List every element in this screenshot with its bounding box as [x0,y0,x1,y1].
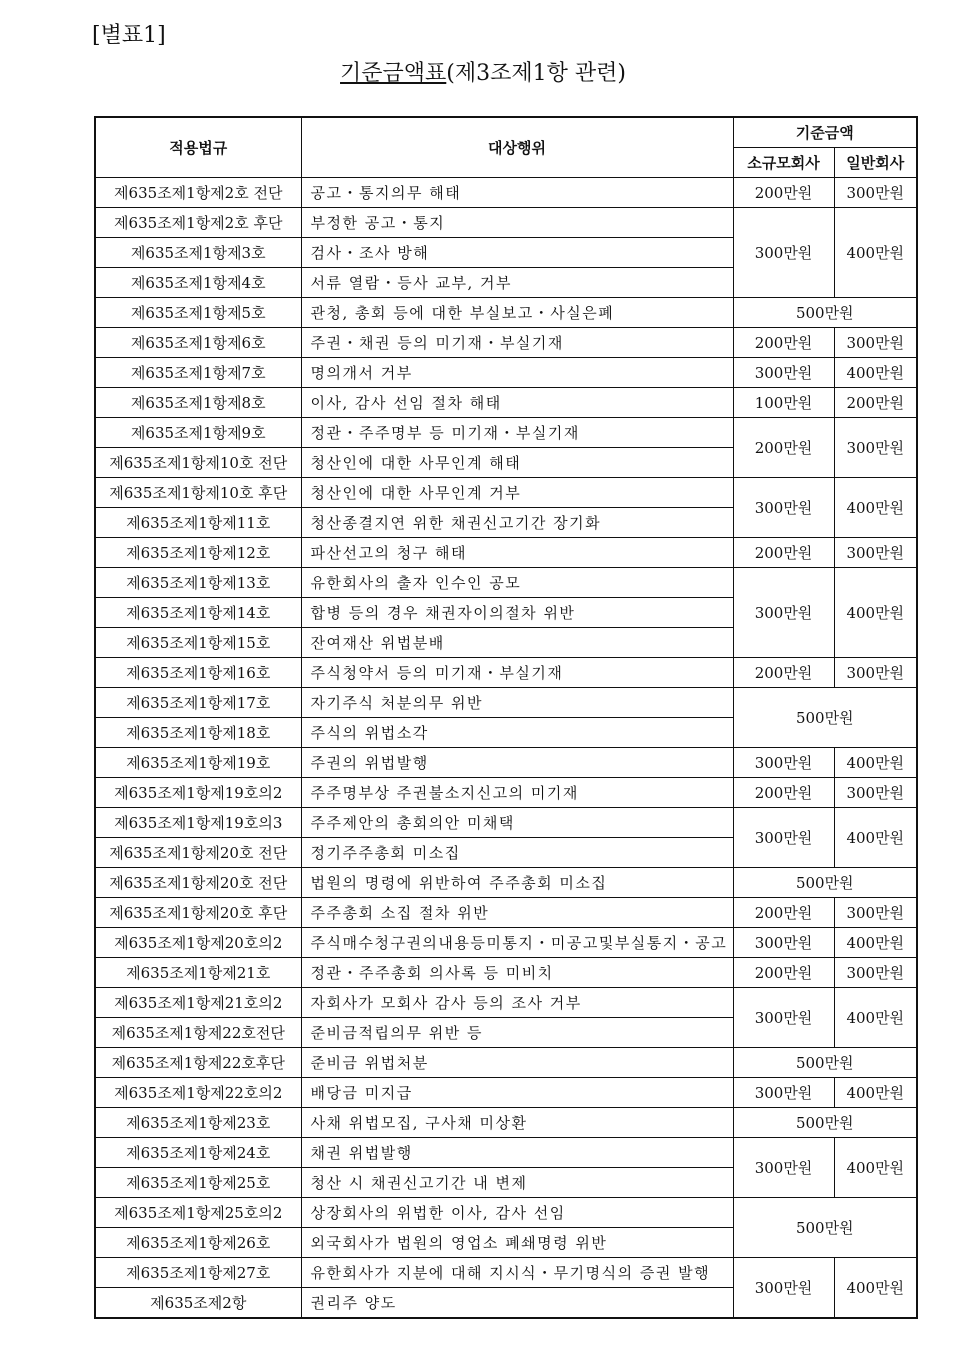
law-cell: 제635조제1항제4호 [95,268,301,298]
action-cell: 주주총회 소집 절차 위반 [301,898,733,928]
header-small-company: 소규모회사 [733,148,834,178]
amount-small-cell: 200만원 [733,658,834,688]
amount-merged-cell: 500만원 [733,298,917,328]
table-row [95,388,917,418]
amount-small-cell: 300만원 [733,1258,834,1319]
amount-small-cell: 300만원 [733,568,834,658]
table-row [95,778,917,808]
action-cell: 잔여재산 위법분배 [301,628,733,658]
action-cell: 명의개서 거부 [301,358,733,388]
action-cell: 주주명부상 주권불소지신고의 미기재 [301,778,733,808]
action-cell: 법원의 명령에 위반하여 주주총회 미소집 [301,868,733,898]
amount-general-cell: 300만원 [834,658,917,688]
table-row [95,1078,917,1108]
header-general-company: 일반회사 [834,148,917,178]
amount-small-cell: 200만원 [733,958,834,988]
law-cell: 제635조제1항제22호의2 [95,1078,301,1108]
action-cell: 사채 위법모집, 구사채 미상환 [301,1108,733,1138]
law-cell: 제635조제1항제20호 전단 [95,838,301,868]
law-cell: 제635조제1항제2호 후단 [95,208,301,238]
law-cell: 제635조제1항제19호의2 [95,778,301,808]
action-cell: 부정한 공고・통지 [301,208,733,238]
amount-small-cell: 200만원 [733,778,834,808]
amount-general-cell: 400만원 [834,928,917,958]
law-cell: 제635조제1항제3호 [95,238,301,268]
amount-general-cell: 300만원 [834,898,917,928]
law-cell: 제635조제1항제19호의3 [95,808,301,838]
amount-small-cell: 200만원 [733,898,834,928]
amount-general-cell: 300만원 [834,418,917,478]
law-cell: 제635조제1항제17호 [95,688,301,718]
amount-merged-cell: 500만원 [733,1048,917,1078]
law-cell: 제635조제1항제19호 [95,748,301,778]
header-law: 적용법규 [95,117,301,178]
action-cell: 상장회사의 위법한 이사, 감사 선임 [301,1198,733,1228]
law-cell: 제635조제1항제11호 [95,508,301,538]
table-row [95,478,917,508]
action-cell: 준비금적립의무 위반 등 [301,1018,733,1048]
amount-small-cell: 300만원 [733,988,834,1048]
table-row [95,538,917,568]
amount-merged-cell: 500만원 [733,1108,917,1138]
action-cell: 주식의 위법소각 [301,718,733,748]
law-cell: 제635조제1항제23호 [95,1108,301,1138]
amount-general-cell: 300만원 [834,778,917,808]
law-cell: 제635조제1항제20호의2 [95,928,301,958]
amount-general-cell: 200만원 [834,388,917,418]
amount-general-cell: 300만원 [834,958,917,988]
table-row [95,1108,917,1138]
amount-general-cell: 400만원 [834,988,917,1048]
amount-small-cell: 200만원 [733,538,834,568]
law-cell: 제635조제1항제22호전단 [95,1018,301,1048]
amount-general-cell: 300만원 [834,178,917,208]
table-row [95,418,917,448]
table-row [95,928,917,958]
action-cell: 채권 위법발행 [301,1138,733,1168]
action-cell: 정기주주총회 미소집 [301,838,733,868]
amount-general-cell: 400만원 [834,208,917,298]
table-row [95,988,917,1018]
table-row [95,178,917,208]
header-action: 대상행위 [301,117,733,178]
law-cell: 제635조제1항제15호 [95,628,301,658]
action-cell: 외국회사가 법원의 영업소 폐쇄명령 위반 [301,1228,733,1258]
amount-small-cell: 200만원 [733,418,834,478]
amount-small-cell: 100만원 [733,388,834,418]
amount-small-cell: 200만원 [733,178,834,208]
amount-general-cell: 400만원 [834,808,917,868]
header-amount: 기준금액 [733,117,917,148]
title-main: 기준금액표 [340,61,447,86]
amount-general-cell: 400만원 [834,1138,917,1198]
action-cell: 정관・주주명부 등 미기재・부실기재 [301,418,733,448]
law-cell: 제635조제1항제12호 [95,538,301,568]
law-cell: 제635조제1항제8호 [95,388,301,418]
amount-small-cell: 300만원 [733,1138,834,1198]
action-cell: 파산선고의 청구 해태 [301,538,733,568]
action-cell: 청산종결지연 위한 채권신고기간 장기화 [301,508,733,538]
amount-general-cell: 300만원 [834,328,917,358]
amount-general-cell: 400만원 [834,358,917,388]
amount-merged-cell: 500만원 [733,868,917,898]
table-row [95,868,917,898]
table-row [95,688,917,718]
law-cell: 제635조제1항제25호의2 [95,1198,301,1228]
law-cell: 제635조제1항제2호 전단 [95,178,301,208]
action-cell: 주권・채권 등의 미기재・부실기재 [301,328,733,358]
amount-small-cell: 300만원 [733,358,834,388]
action-cell: 배당금 미지급 [301,1078,733,1108]
amount-small-cell: 300만원 [733,208,834,298]
action-cell: 청산인에 대한 사무인계 거부 [301,478,733,508]
action-cell: 청산 시 채권신고기간 내 변제 [301,1168,733,1198]
law-cell: 제635조제1항제20호 전단 [95,868,301,898]
amount-merged-cell: 500만원 [733,688,917,748]
amount-small-cell: 300만원 [733,478,834,538]
table-row [95,1198,917,1228]
law-cell: 제635조제1항제7호 [95,358,301,388]
amount-general-cell: 400만원 [834,568,917,658]
law-cell: 제635조제1항제14호 [95,598,301,628]
law-cell: 제635조제1항제10호 전단 [95,448,301,478]
amount-general-cell: 400만원 [834,478,917,538]
law-cell: 제635조제2항 [95,1288,301,1319]
title-sub: (제3조제1항 관련) [446,61,626,86]
table-row [95,358,917,388]
amount-small-cell: 200만원 [733,328,834,358]
table-row [95,568,917,598]
action-cell: 정관・주주총회 의사록 등 미비치 [301,958,733,988]
law-cell: 제635조제1항제26호 [95,1228,301,1258]
law-cell: 제635조제1항제21호의2 [95,988,301,1018]
law-cell: 제635조제1항제22호후단 [95,1048,301,1078]
annex-label: [별표1] [92,23,166,48]
action-cell: 주식매수청구권의내용등미통지・미공고및부실통지・공고 [301,928,733,958]
law-cell: 제635조제1항제24호 [95,1138,301,1168]
table-row [95,898,917,928]
amount-small-cell: 300만원 [733,748,834,778]
table-row [95,958,917,988]
table-row [95,658,917,688]
action-cell: 권리주 양도 [301,1288,733,1319]
amount-small-cell: 300만원 [733,928,834,958]
table-row [95,808,917,838]
action-cell: 청산인에 대한 사무인계 해태 [301,448,733,478]
amount-general-cell: 400만원 [834,748,917,778]
action-cell: 주식청약서 등의 미기재・부실기재 [301,658,733,688]
action-cell: 서류 열람・등사 교부, 거부 [301,268,733,298]
law-cell: 제635조제1항제6호 [95,328,301,358]
law-cell: 제635조제1항제25호 [95,1168,301,1198]
document-title [0,56,966,87]
amount-small-cell: 300만원 [733,808,834,868]
law-cell: 제635조제1항제27호 [95,1258,301,1288]
law-cell: 제635조제1항제21호 [95,958,301,988]
action-cell: 공고・통지의무 해태 [301,178,733,208]
table-row [95,328,917,358]
action-cell: 유한회사가 지분에 대해 지시식・무기명식의 증권 발행 [301,1258,733,1288]
table-row [95,208,917,238]
action-cell: 준비금 위법처분 [301,1048,733,1078]
law-cell: 제635조제1항제10호 후단 [95,478,301,508]
law-cell: 제635조제1항제5호 [95,298,301,328]
action-cell: 합병 등의 경우 채권자이의절차 위반 [301,598,733,628]
table-row [95,298,917,328]
law-cell: 제635조제1항제9호 [95,418,301,448]
table-row [95,748,917,778]
amount-general-cell: 400만원 [834,1078,917,1108]
action-cell: 주권의 위법발행 [301,748,733,778]
base-amount-table [94,116,918,1319]
action-cell: 자회사가 모회사 감사 등의 조사 거부 [301,988,733,1018]
table-row [95,1258,917,1288]
action-cell: 검사・조사 방해 [301,238,733,268]
law-cell: 제635조제1항제18호 [95,718,301,748]
law-cell: 제635조제1항제16호 [95,658,301,688]
action-cell: 주주제안의 총회의안 미채택 [301,808,733,838]
law-cell: 제635조제1항제13호 [95,568,301,598]
action-cell: 관청, 총회 등에 대한 부실보고・사실은폐 [301,298,733,328]
amount-merged-cell: 500만원 [733,1198,917,1258]
table-row [95,1138,917,1168]
action-cell: 유한회사의 출자 인수인 공모 [301,568,733,598]
action-cell: 자기주식 처분의무 위반 [301,688,733,718]
amount-general-cell: 400만원 [834,1258,917,1319]
table-row [95,1048,917,1078]
law-cell: 제635조제1항제20호 후단 [95,898,301,928]
amount-small-cell: 300만원 [733,1078,834,1108]
amount-general-cell: 300만원 [834,538,917,568]
action-cell: 이사, 감사 선임 절차 해태 [301,388,733,418]
